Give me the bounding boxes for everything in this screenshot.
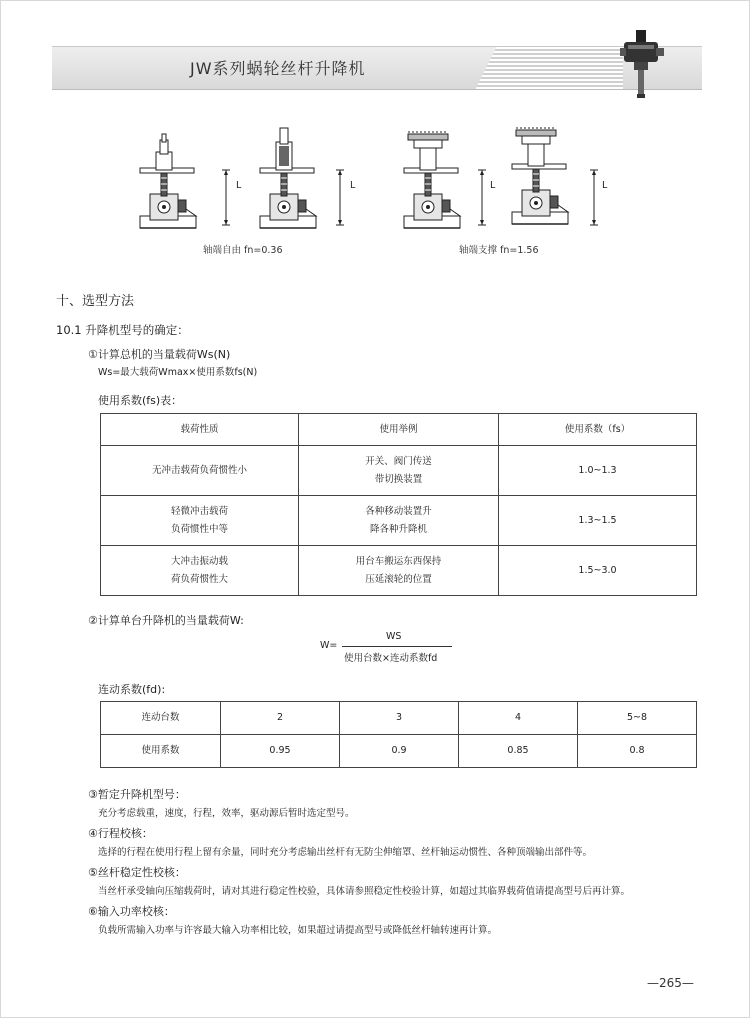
fs-header-factor: 使用系数（fs） <box>499 414 697 446</box>
formula-denominator: 使用台数×连动系数fd <box>344 653 438 664</box>
fraction-bar <box>342 646 452 647</box>
fs-cell-factor: 1.3~1.5 <box>499 496 697 546</box>
caption-supported-end: 轴端支撑 fn=1.56 <box>459 245 539 256</box>
page-title: JW系列蜗轮丝杆升降机 <box>190 59 366 78</box>
fs-header-nature: 载荷性质 <box>101 414 299 446</box>
header-stripes <box>475 46 623 90</box>
fd-cell: 4 <box>459 702 578 735</box>
fd-cell: 2 <box>221 702 340 735</box>
fs-cell-nature <box>101 546 299 596</box>
step6-title: ⑥输入功率校核： <box>88 905 175 918</box>
fd-cell: 0.9 <box>340 735 459 768</box>
fs-table-header-row <box>101 414 697 446</box>
cell-line: 降各种升降机 <box>369 523 427 535</box>
step3-title: ③暂定升降机型号： <box>88 788 186 801</box>
fd-cell: 连动台数 <box>101 702 221 735</box>
cell-line: 无冲击载荷负荷惯性小 <box>151 464 247 476</box>
fd-cell: 0.85 <box>459 735 578 768</box>
dim-label-l-2: L <box>350 180 356 191</box>
step4-text: 选择的行程在使用行程上留有余量，同时充分考虑输出丝杆有无防尘伸缩罩、丝杆轴运动惯性、各种顶端输出部件等。 <box>98 847 593 858</box>
caption-free-end: 轴端自由 fn=0.36 <box>203 245 283 256</box>
formula-numerator: WS <box>386 631 402 642</box>
dim-label-l-4: L <box>602 180 608 191</box>
dim-label-l-3: L <box>490 180 496 191</box>
fs-cell-example <box>299 496 499 546</box>
fd-cell: 使用系数 <box>101 735 221 768</box>
fd-table <box>100 701 697 768</box>
cell-line: 各种移动装置升 <box>365 505 432 517</box>
fs-cell-nature <box>101 496 299 546</box>
page-number: —265— <box>647 976 694 990</box>
lifter-diagrams <box>130 112 610 237</box>
fs-cell-nature <box>101 446 299 496</box>
table-row <box>101 546 697 596</box>
cell-line: 压延滚轮的位置 <box>365 573 432 585</box>
step1-formula: Ws=最大载荷Wmax×使用系数fs(N) <box>98 367 258 378</box>
step5-title: ⑤丝杆稳定性校核： <box>88 866 186 879</box>
cell-line: 荷负荷惯性大 <box>170 573 228 585</box>
cell-line: 大冲击振动载 <box>170 555 228 567</box>
fd-cell: 5~8 <box>578 702 697 735</box>
dim-label-l-1: L <box>236 180 242 191</box>
table-row <box>101 735 697 768</box>
section-title: 十、选型方法 <box>56 294 135 309</box>
cell-line: 轻微冲击载荷 <box>170 505 228 517</box>
fs-header-example: 使用举例 <box>299 414 499 446</box>
cell-line: 负荷惯性中等 <box>170 523 228 535</box>
step6-text: 负载所需输入功率与许容最大输入功率相比较，如果超过请提高型号或降低丝杆轴转速再计算。 <box>98 925 498 936</box>
fd-cell: 0.8 <box>578 735 697 768</box>
fd-cell: 0.95 <box>221 735 340 768</box>
fs-cell-example <box>299 446 499 496</box>
cell-line: 开关、阀门传送 <box>365 455 432 467</box>
step1-title: ①计算总机的当量载荷Ws(N) <box>88 348 231 361</box>
worm-jack-logo-icon <box>620 30 664 100</box>
formula-lhs: W= <box>320 640 338 651</box>
fs-cell-example <box>299 546 499 596</box>
step3-text: 充分考虑载重，速度，行程，效率，驱动源后暂时选定型号。 <box>98 808 355 819</box>
table-row <box>101 496 697 546</box>
table-row <box>101 702 697 735</box>
table-row <box>101 446 697 496</box>
fd-cell: 3 <box>340 702 459 735</box>
cell-line: 用台车搬运东西保持 <box>355 555 442 567</box>
cell-line: 带切换装置 <box>374 473 423 485</box>
subsection-title: 10.1 升降机型号的确定： <box>56 323 189 337</box>
fs-cell-factor: 1.0~1.3 <box>499 446 697 496</box>
fd-table-label: 连动系数(fd): <box>98 683 166 696</box>
step4-title: ④行程校核： <box>88 827 153 840</box>
step5-text: 当丝杆承受轴向压缩载荷时，请对其进行稳定性校验，具体请参照稳定性校验计算，如超过其临界载荷值请提高型号后再计算。 <box>98 886 631 897</box>
fs-cell-factor: 1.5~3.0 <box>499 546 697 596</box>
step2-title: ②计算单台升降机的当量载荷W: <box>88 614 244 627</box>
fs-table <box>100 413 697 596</box>
fs-table-label: 使用系数(fs)表： <box>98 394 183 407</box>
